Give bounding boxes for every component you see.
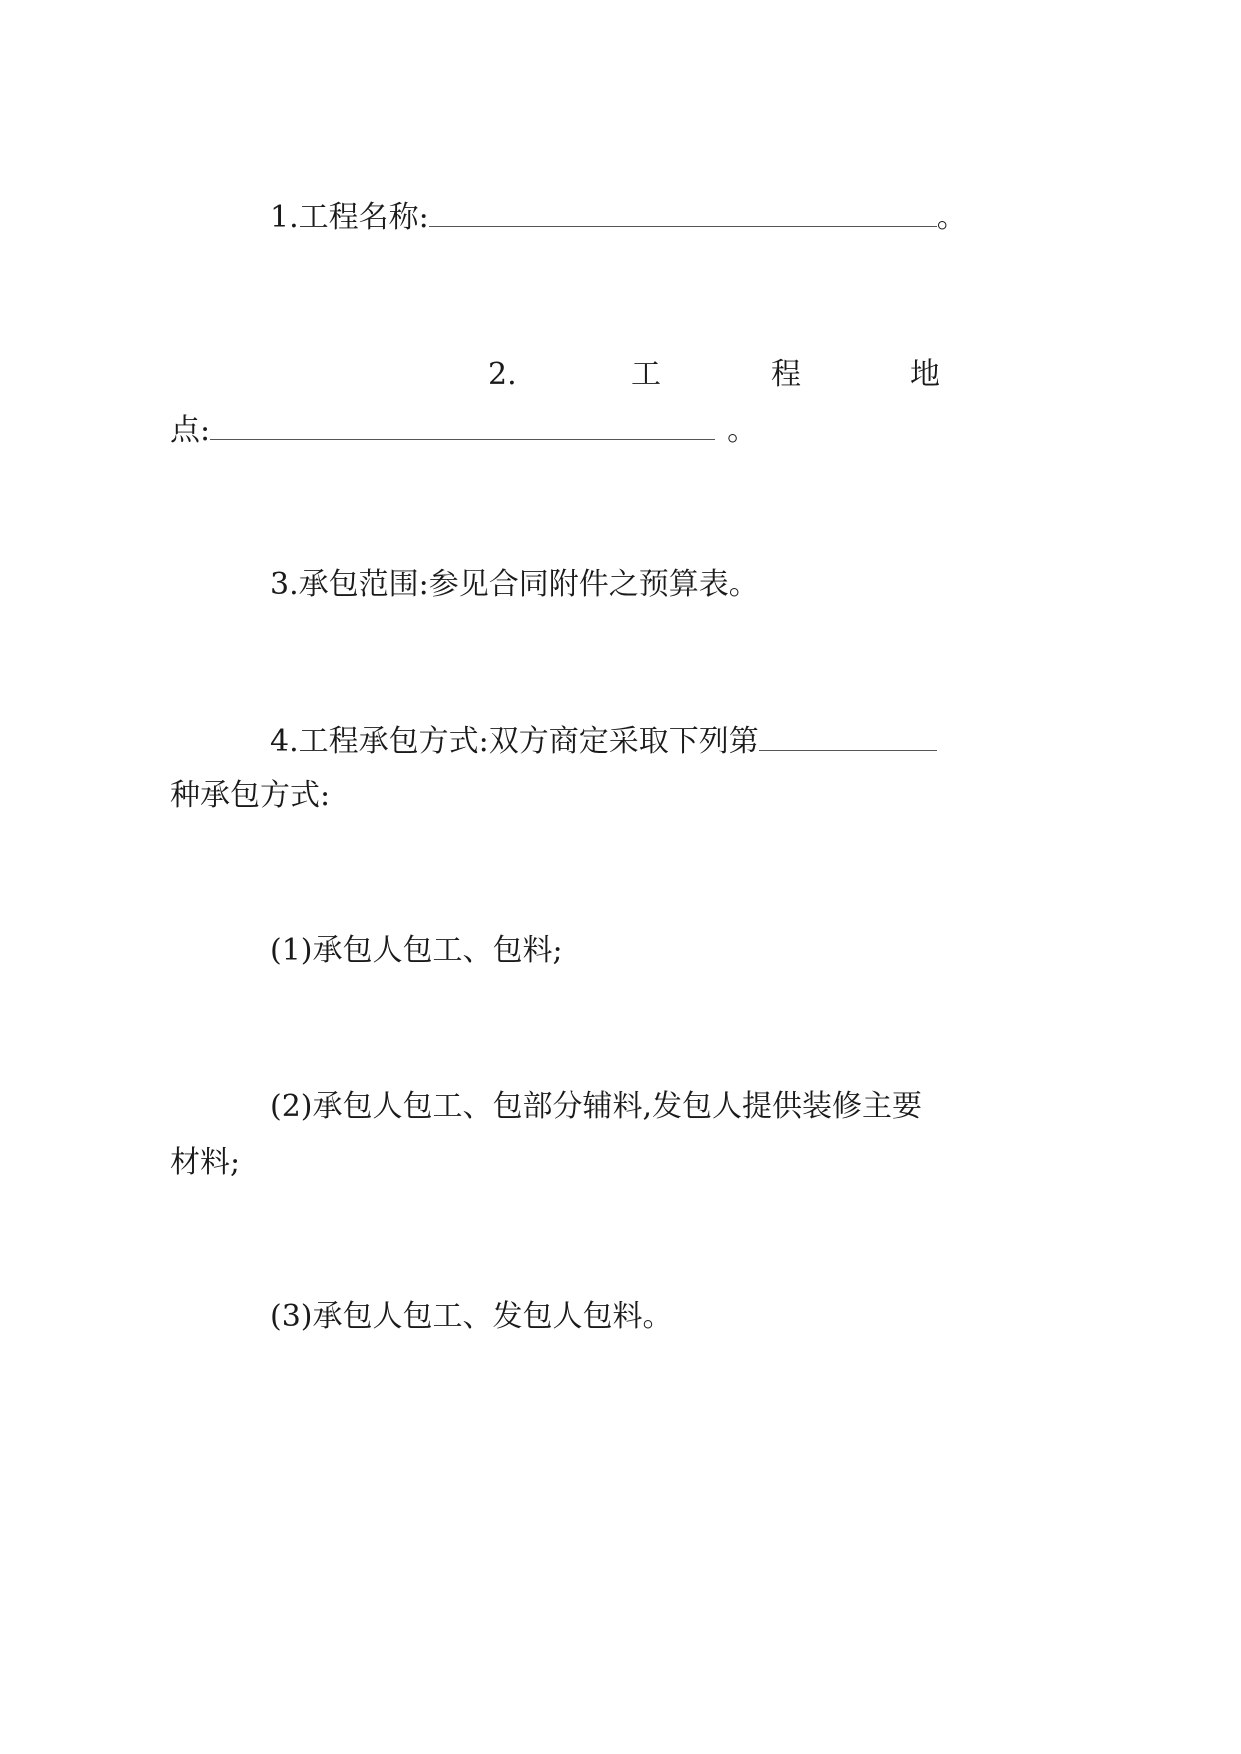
- clause-1: [270, 198, 967, 238]
- option-2-line-1: [270, 1087, 922, 1127]
- clause-4-line-1: [270, 722, 937, 762]
- option-2-text-2: 材料;: [170, 1145, 241, 1180]
- clause-2-end: 。: [727, 413, 758, 448]
- clause-2-word-1: 工: [631, 357, 661, 392]
- clause-2-word-2: 程: [771, 357, 801, 392]
- option-2-line-2: [170, 1143, 240, 1183]
- project-location-field[interactable]: [210, 413, 715, 440]
- clause-2-label: 点:: [170, 413, 211, 448]
- option-3-text: (3)承包人包工、发包人包料。: [270, 1299, 673, 1334]
- project-name-field[interactable]: [429, 200, 937, 227]
- clause-2-line-1: [0, 355, 1241, 395]
- clause-1-label: 1.工程名称:: [270, 200, 429, 235]
- clause-3: [270, 565, 759, 605]
- clause-4-line-2: [170, 776, 330, 816]
- clause-1-end: 。: [936, 200, 967, 235]
- option-1-text: (1)承包人包工、包料;: [270, 933, 563, 968]
- clause-2-number: 2.: [488, 357, 517, 392]
- clause-3-text: 3.承包范围:参见合同附件之预算表。: [270, 567, 759, 602]
- clause-2-word-3: 地: [910, 357, 940, 392]
- contract-mode-field[interactable]: [759, 724, 937, 751]
- option-1: [270, 931, 563, 971]
- option-2-text: (2)承包人包工、包部分辅料,发包人提供装修主要: [270, 1089, 923, 1124]
- clause-2-line-2: [170, 411, 757, 451]
- option-3: [270, 1297, 673, 1337]
- clause-4-text-2: 种承包方式:: [170, 778, 331, 813]
- clause-4-text: 4.工程承包方式:双方商定采取下列第: [270, 724, 759, 759]
